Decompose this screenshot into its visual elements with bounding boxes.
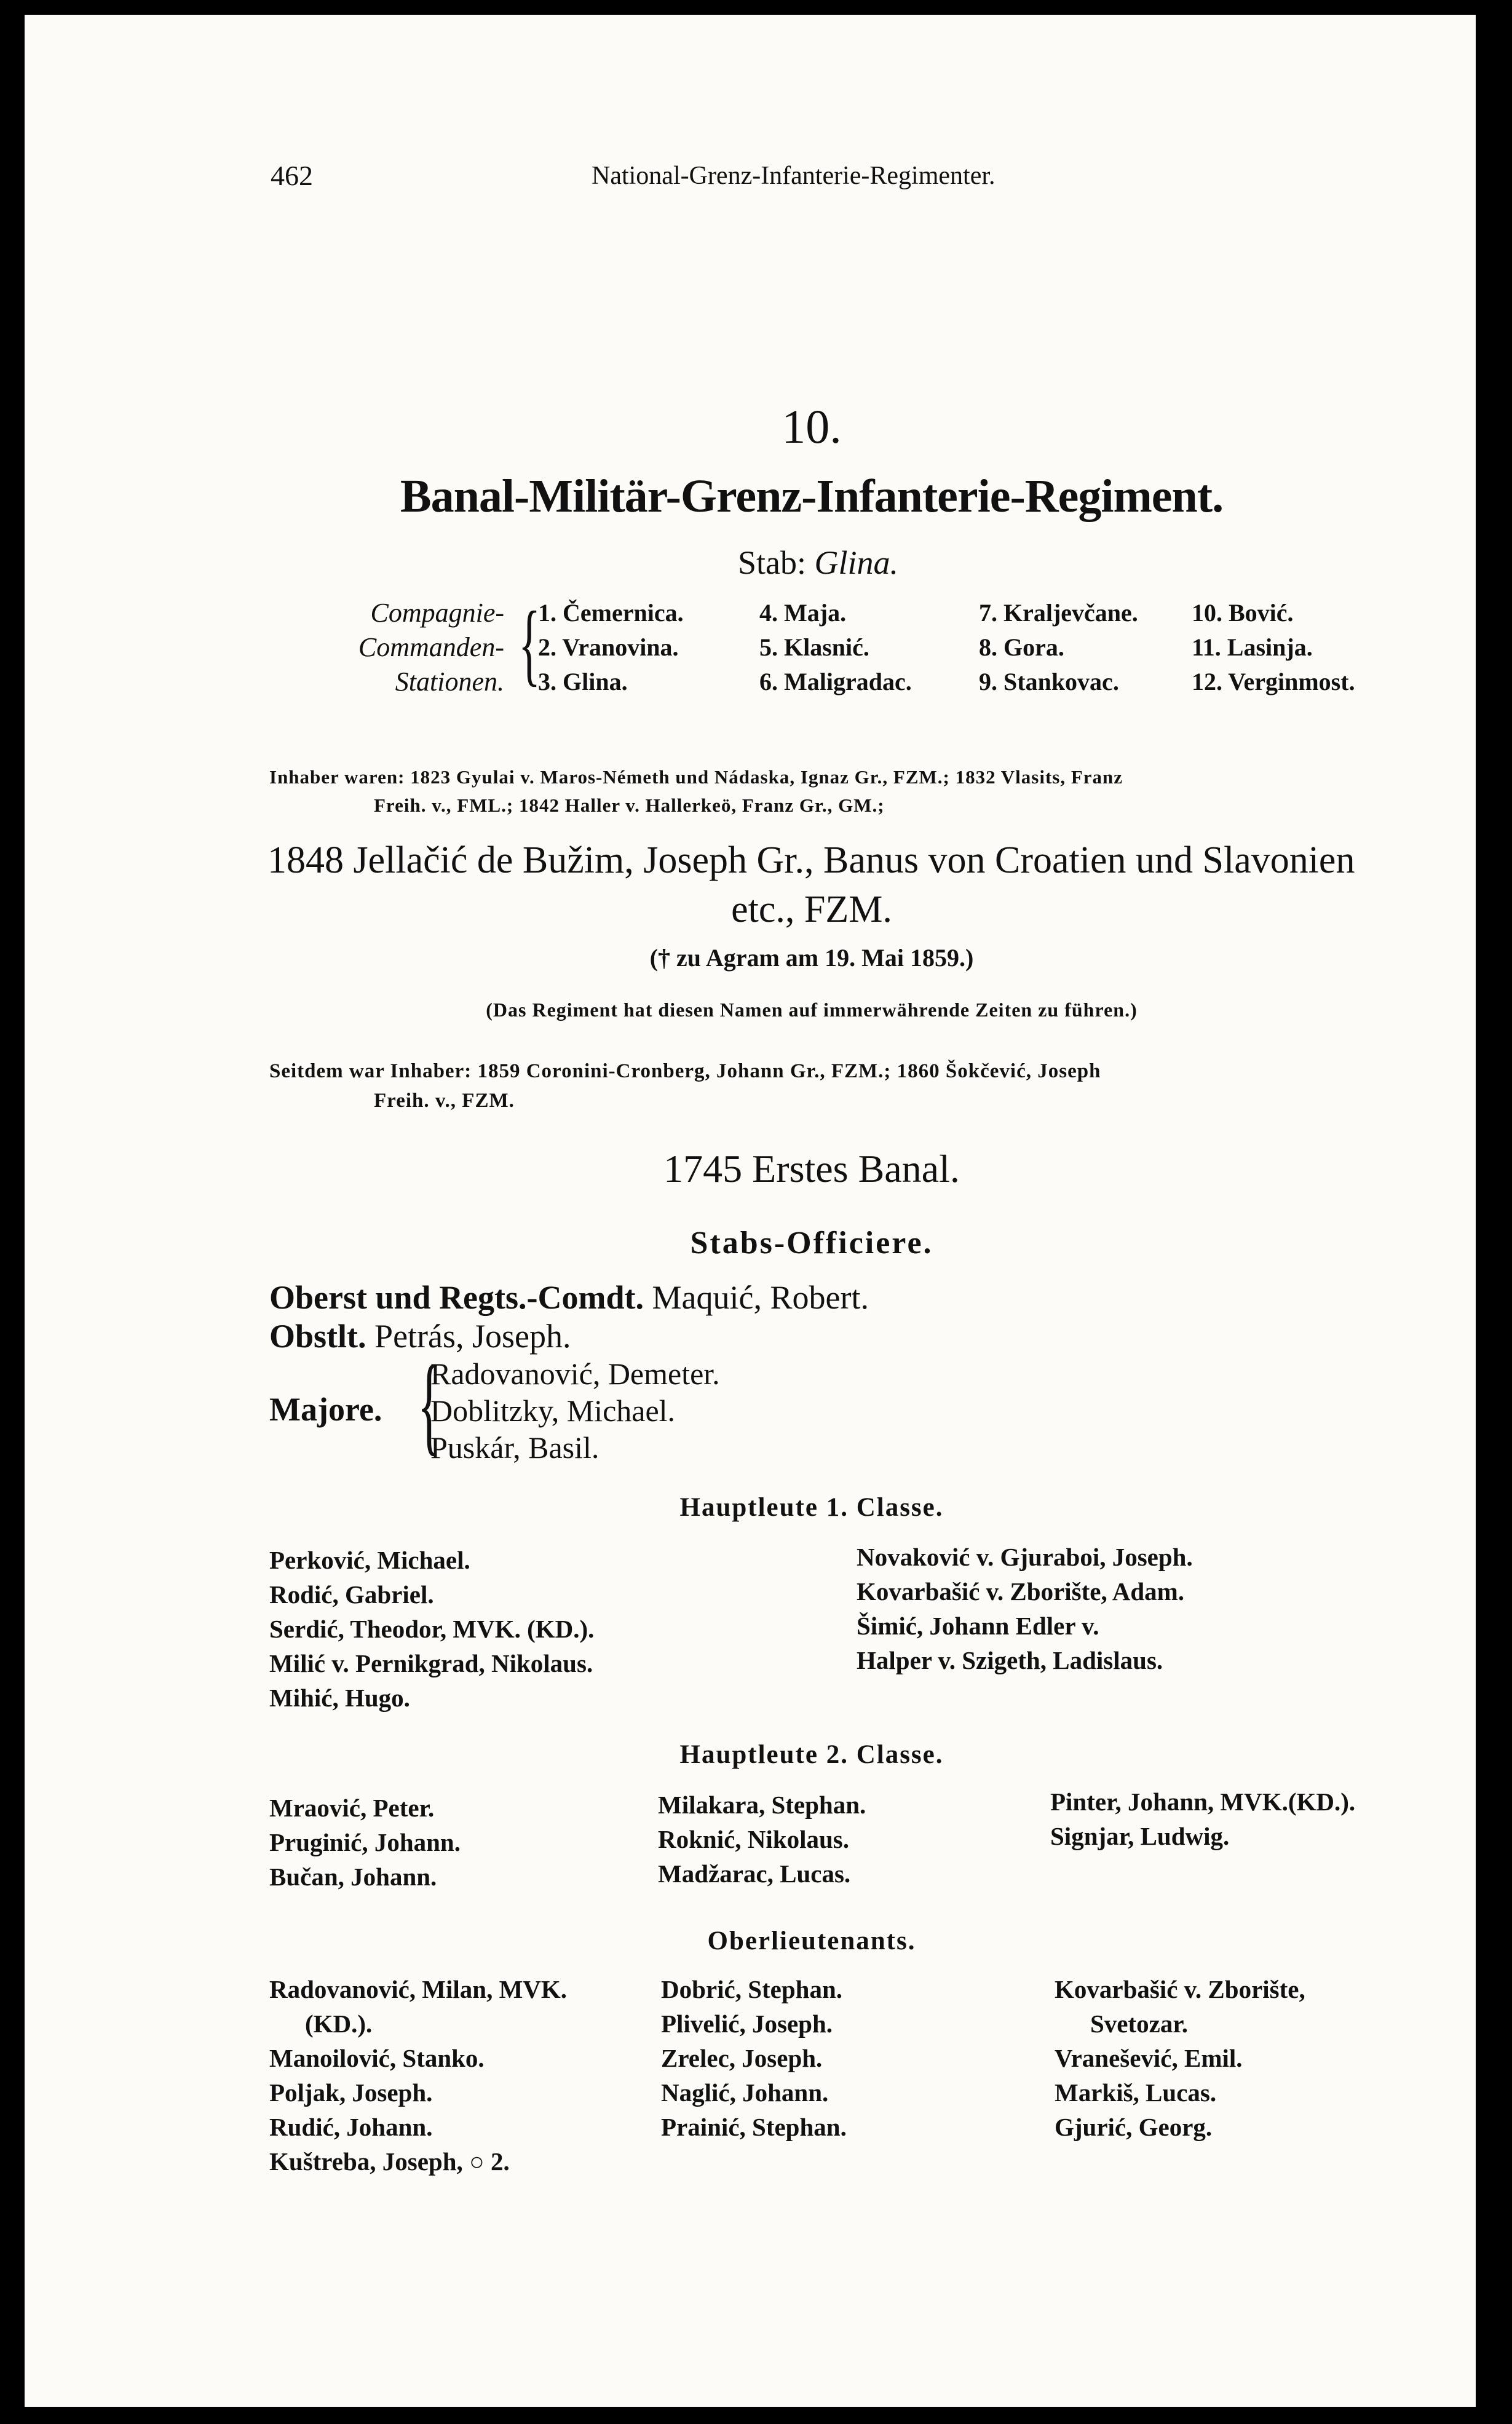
officer-name: Prainić, Stephan. bbox=[661, 2113, 847, 2141]
officer-name: Gjurić, Georg. bbox=[1055, 2113, 1213, 2141]
oberlieutenants-heading: Oberlieutenants. bbox=[707, 1927, 916, 1955]
station-item: 1. Čemernica. bbox=[538, 599, 684, 627]
inhaber-death: († zu Agram am 19. Mai 1859.) bbox=[649, 944, 974, 972]
officer-name: Roknić, Nikolaus. bbox=[658, 1825, 850, 1853]
station-item: 10. Bović. bbox=[1192, 599, 1294, 627]
hauptleute1-heading: Hauptleute 1. Classe. bbox=[679, 1493, 944, 1522]
station-item: 11. Lasinja. bbox=[1192, 633, 1313, 661]
running-title: National-Grenz-Infanterie-Regimenter. bbox=[592, 162, 995, 190]
hauptleute1-left bbox=[269, 1543, 594, 1715]
officer-name: Naglić, Johann. bbox=[661, 2078, 829, 2107]
stations-col-2 bbox=[759, 596, 912, 699]
officer-name: Markiš, Lucas. bbox=[1055, 2078, 1217, 2107]
officer-name: Pruginić, Johann. bbox=[269, 1828, 461, 1856]
officer-name: Radovanović, Milan, MVK. bbox=[269, 1975, 568, 2003]
officer-name: Plivelić, Joseph. bbox=[661, 2010, 833, 2038]
officer-name: (KD.). bbox=[305, 2010, 373, 2038]
oberlieutenants-col-2 bbox=[661, 1972, 847, 2144]
stations-label-line: Commanden- bbox=[358, 632, 504, 662]
seitdem-line-1: Seitdem war Inhaber: 1859 Coronini-Cronberg, Johann Gr., FZM.; 1860 Šokčević, Joseph bbox=[269, 1060, 1101, 1082]
major-name: Puskár, Basil. bbox=[430, 1430, 600, 1465]
station-item: 6. Maligradac. bbox=[759, 668, 912, 695]
major-name: Radovanović, Demeter. bbox=[430, 1357, 720, 1391]
regiment-name: Banal-Militär-Grenz-Infanterie-Regiment. bbox=[400, 470, 1224, 522]
obstlt-label: Obstlt. bbox=[269, 1318, 366, 1355]
officer-name: Signjar, Ludwig. bbox=[1050, 1822, 1230, 1850]
stations-brace: { bbox=[518, 593, 540, 695]
stations-col-3 bbox=[979, 596, 1138, 699]
officer-name: Perković, Michael. bbox=[269, 1546, 470, 1574]
page-number: 462 bbox=[271, 160, 313, 191]
hauptleute2-heading: Hauptleute 2. Classe. bbox=[679, 1740, 944, 1769]
oberst-line bbox=[269, 1278, 869, 1317]
officer-name: Madžarac, Lucas. bbox=[658, 1860, 851, 1888]
officer-name: Vranešević, Emil. bbox=[1055, 2044, 1243, 2072]
station-item: 3. Glina. bbox=[538, 668, 628, 695]
majore-brace: { bbox=[417, 1343, 441, 1465]
station-item: 2. Vranovina. bbox=[538, 633, 679, 661]
officer-name: Pinter, Johann, MVK.(KD.). bbox=[1050, 1788, 1356, 1816]
officer-name: Svetozar. bbox=[1090, 2010, 1189, 2038]
officer-name: Kovarbašić v. Zborište, Adam. bbox=[857, 1577, 1185, 1606]
oberlieutenants-col-3 bbox=[1055, 1972, 1305, 2144]
officer-name: Mraović, Peter. bbox=[269, 1794, 435, 1822]
hauptleute2-col-1 bbox=[269, 1791, 461, 1894]
stations-col-1 bbox=[538, 596, 684, 699]
station-item: 5. Klasnić. bbox=[759, 633, 869, 661]
inhaber-main-2: etc., FZM. bbox=[731, 889, 892, 930]
stations-label-line: Compagnie- bbox=[370, 598, 504, 628]
inhaber-line-1: Inhaber waren: 1823 Gyulai v. Maros-Németh und Nádaska, Ignaz Gr., FZM.; 1832 Vlasits, Franz bbox=[269, 766, 1123, 788]
hauptleute1-right bbox=[857, 1540, 1193, 1677]
officer-name: Bučan, Johann. bbox=[269, 1863, 437, 1891]
officer-name: Kuštreba, Joseph, ○ 2. bbox=[269, 2147, 510, 2176]
major-name: Doblitzky, Michael. bbox=[430, 1393, 676, 1428]
inhaber-line-2: Freih. v., FML.; 1842 Haller v. Hallerkeö, Franz Gr., GM.; bbox=[374, 794, 885, 816]
regiment-number: 10. bbox=[782, 400, 842, 453]
officer-name: Rodić, Gabriel. bbox=[269, 1580, 434, 1609]
oberlieutenants-col-1 bbox=[269, 1972, 567, 2179]
officer-name: Dobrić, Stephan. bbox=[661, 1975, 843, 2003]
hauptleute2-col-3 bbox=[1050, 1784, 1355, 1853]
officer-name: Rudić, Johann. bbox=[269, 2113, 433, 2141]
stabs-heading: Stabs-Officiere. bbox=[690, 1226, 933, 1261]
hauptleute2-col-2 bbox=[658, 1788, 866, 1891]
officer-name: Milić v. Pernikgrad, Nikolaus. bbox=[269, 1649, 593, 1677]
officer-name: Zrelec, Joseph. bbox=[661, 2044, 823, 2072]
stab-place: Glina. bbox=[814, 544, 899, 581]
banal-title: 1745 Erstes Banal. bbox=[663, 1147, 960, 1190]
oberst-name: Maquić, Robert. bbox=[652, 1279, 869, 1316]
stations-label-line: Stationen. bbox=[395, 667, 504, 697]
majore-label: Majore. bbox=[269, 1391, 382, 1428]
oberst-label: Oberst und Regts.-Comdt. bbox=[269, 1279, 644, 1316]
officer-name: Mihić, Hugo. bbox=[269, 1684, 410, 1712]
seitdem-line-2: Freih. v., FZM. bbox=[374, 1090, 515, 1112]
inhaber-main-1: 1848 Jellačić de Bužim, Joseph Gr., Banus von Croatien und Slavonien bbox=[267, 839, 1355, 881]
stations-label bbox=[283, 596, 504, 699]
majore-list bbox=[430, 1355, 720, 1466]
station-item: 12. Verginmost. bbox=[1192, 668, 1355, 695]
station-item: 4. Maja. bbox=[759, 599, 847, 627]
station-item: 8. Gora. bbox=[979, 633, 1064, 661]
officer-name: Šimić, Johann Edler v. bbox=[857, 1612, 1099, 1640]
stations-col-4 bbox=[1192, 596, 1355, 699]
stab-label: Stab: bbox=[738, 544, 807, 581]
obstlt-name: Petrás, Joseph. bbox=[374, 1318, 571, 1355]
officer-name: Serdić, Theodor, MVK. (KD.). bbox=[269, 1615, 595, 1643]
officer-name: Kovarbašić v. Zborište, bbox=[1055, 1975, 1305, 2003]
officer-name: Poljak, Joseph. bbox=[269, 2078, 433, 2107]
officer-name: Milakara, Stephan. bbox=[658, 1791, 866, 1819]
station-item: 7. Kraljevčane. bbox=[979, 599, 1138, 627]
book-page bbox=[25, 15, 1476, 2407]
inhaber-note: (Das Regiment hat diesen Namen auf immerwährende Zeiten zu führen.) bbox=[486, 999, 1138, 1021]
officer-name: Manoilović, Stanko. bbox=[269, 2044, 485, 2072]
stab-line bbox=[738, 544, 898, 582]
station-item: 9. Stankovac. bbox=[979, 668, 1119, 695]
officer-name: Novaković v. Gjuraboi, Joseph. bbox=[857, 1543, 1193, 1571]
officer-name: Halper v. Szigeth, Ladislaus. bbox=[857, 1646, 1163, 1674]
